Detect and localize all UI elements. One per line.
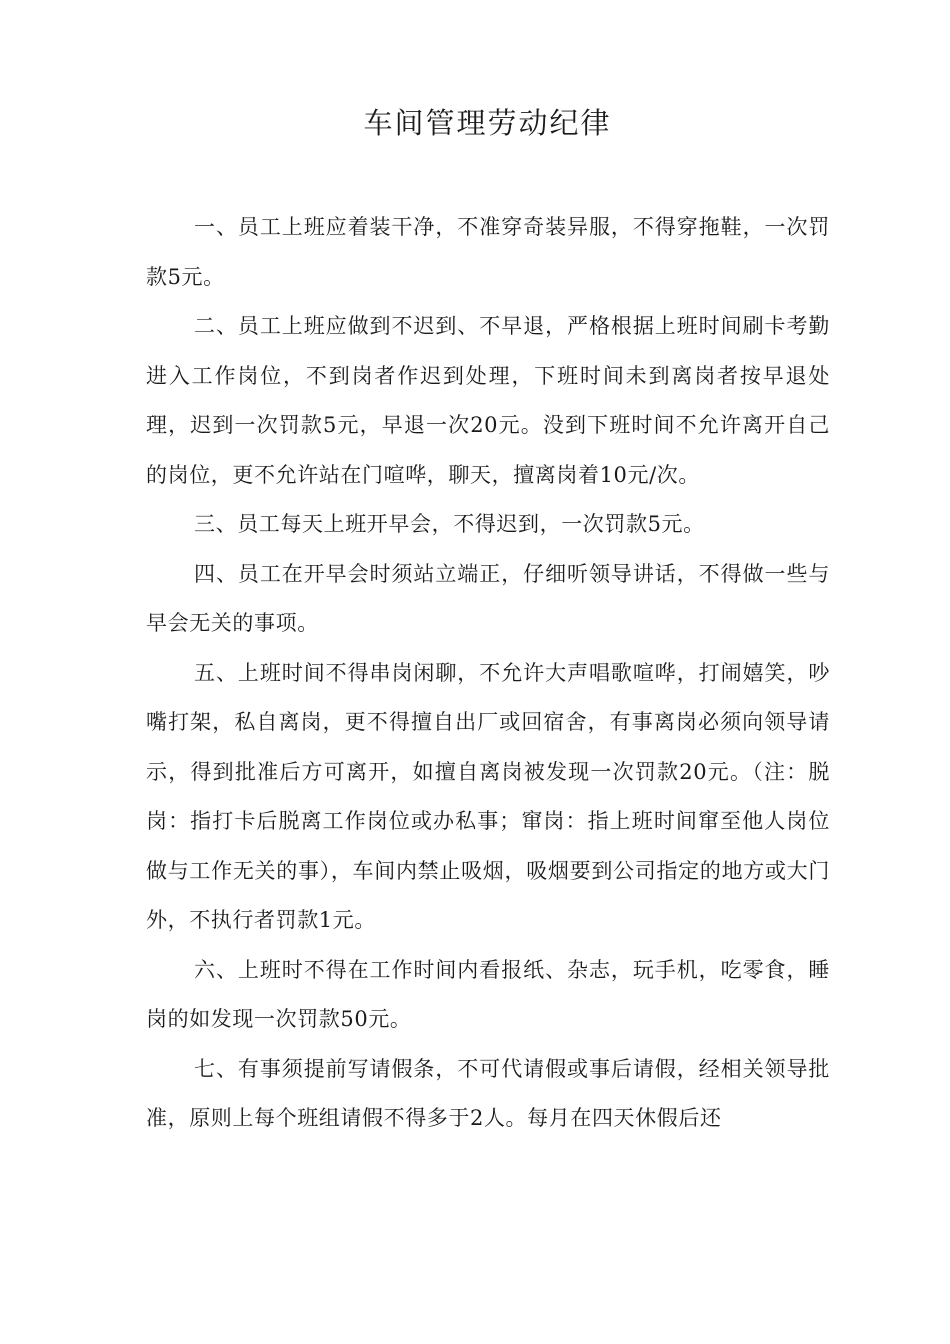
document-body <box>146 203 830 1144</box>
rule-paragraph-7: 七、有事须提前写请假条，不可代请假或事后请假，经相关领导批准，原则上每个班组请假不得多于2人。每月在四天休假后还 <box>146 1056 830 1130</box>
rule-paragraph-6: 六、上班时不得在工作时间内看报纸、杂志，玩手机，吃零食，睡岗的如发现一次罚款50元。 <box>146 957 830 1031</box>
document-title: 车间管理劳动纪律 <box>363 106 612 140</box>
rule-paragraph-1: 一、员工上班应着装干净，不准穿奇装异服，不得穿拖鞋，一次罚款5元。 <box>146 215 830 289</box>
rule-paragraph-3: 三、员工每天上班开早会，不得迟到，一次罚款5元。 <box>194 512 705 536</box>
rule-paragraph-4: 四、员工在开早会时须站立端正，仔细听领导讲话，不得做一些与早会无关的事项。 <box>146 561 830 635</box>
rule-paragraph-5: 五、上班时间不得串岗闲聊，不允许大声唱歌喧哗，打闹嬉笑，吵嘴打架，私自离岗，更不得擅自出厂或回宿舍，有事离岗必须向领导请示，得到批准后方可离开，如擅自离岗被发现一次罚款20元。（注：脱岗：指打卡后脱离工作岗位或办私事；窜岗：指上班时间窜至他人岗位做与工作无关的事），车间内禁止吸烟，吸烟要到公司指定的地方或大门外，不执行者罚款1元。 <box>146 660 830 932</box>
rule-paragraph-2: 二、员工上班应做到不迟到、不早退，严格根据上班时间刷卡考勤进入工作岗位，不到岗者作迟到处理，下班时间未到离岗者按早退处理，迟到一次罚款5元，早退一次20元。没到下班时间不允许离开自己的岗位，更不允许站在门喧哗，聊天，擅离岗着10元/次。 <box>146 314 830 487</box>
